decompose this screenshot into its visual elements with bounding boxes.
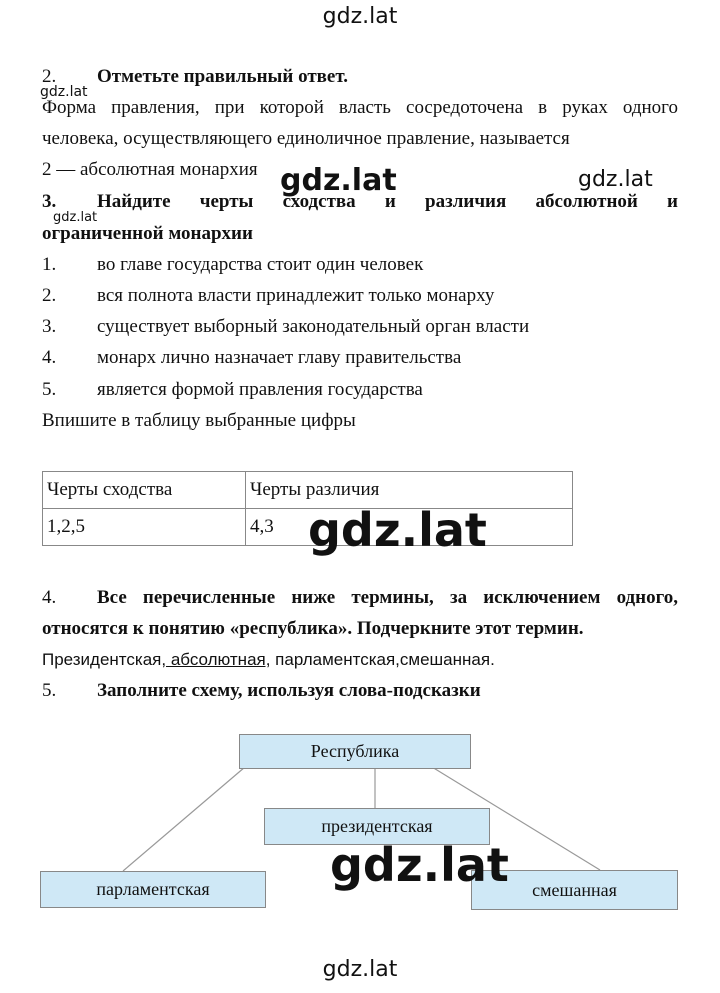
watermark-small: gdz.lat (40, 84, 88, 100)
list-item-number: 1. (42, 254, 57, 275)
task4-answer-part1: Президентская (42, 650, 162, 669)
watermark-small-2: gdz.lat (53, 210, 98, 225)
list-item: вся полнота власти принадлежит только монарху (97, 285, 495, 306)
table-cell: 4,3 (246, 509, 573, 546)
task3-title-line1: Найдите черты сходства и различия абсолютной и (97, 191, 678, 212)
task2-answer: 2 — абсолютная монархия (42, 159, 258, 180)
watermark-top: gdz.lat (322, 4, 398, 29)
list-item-number: 4. (42, 347, 57, 368)
task4-title-line1: Все перечисленные ниже термины, за исключением одного, (97, 587, 678, 608)
scheme-box-label: президентская (321, 816, 433, 836)
watermark-bottom: gdz.lat (322, 957, 398, 982)
scheme-box-label: смешанная (532, 879, 617, 900)
task4-number: 4. (42, 587, 57, 608)
task2-line2: человека, осуществляющего единоличное правление, называется (42, 128, 570, 149)
task5-title: Заполните схему, используя слова-подсказки (97, 680, 481, 701)
watermark-large-3: gdz.lat (330, 838, 509, 892)
task3-title-line2: ограниченной монархии (42, 223, 253, 244)
connector-left (123, 767, 245, 871)
scheme-box-root (239, 734, 471, 769)
table-cell: 1,2,5 (43, 509, 246, 546)
table-header-cell: Черты сходства (43, 472, 246, 509)
task3-number: 3. (42, 191, 57, 212)
task4-title-line2: относятся к понятию «республика». Подчеркните этот термин. (42, 618, 584, 639)
list-item-number: 5. (42, 379, 57, 400)
scheme-box-left (40, 871, 266, 908)
list-item: во главе государства стоит один человек (97, 254, 424, 275)
task2-number: 2. (42, 66, 57, 87)
task3-instruction: Впишите в таблицу выбранные цифры (42, 410, 356, 431)
list-item: существует выборный законодательный орган власти (97, 316, 530, 337)
list-item: монарх лично назначает главу правительства (97, 347, 462, 368)
task4-answer-part2: парламентская,смешанная. (270, 650, 495, 669)
scheme-box-label: Республика (310, 741, 400, 761)
watermark-large-2: gdz.lat (308, 503, 487, 557)
task5-number: 5. (42, 680, 57, 701)
list-item-number: 2. (42, 285, 57, 306)
task4-underlined-term: , абсолютная, (161, 650, 271, 669)
list-item-number: 3. (42, 316, 57, 337)
list-item: является формой правления государства (97, 379, 423, 400)
task2-line1: Форма правления, при которой власть сосредоточена в руках одного (42, 97, 678, 118)
scheme-box-label: парламентская (96, 879, 210, 899)
table-header-cell: Черты различия (246, 472, 573, 509)
watermark-right: gdz.lat (578, 167, 653, 192)
watermark-large: gdz.lat (280, 163, 397, 198)
task2-title: Отметьте правильный ответ. (97, 66, 348, 87)
